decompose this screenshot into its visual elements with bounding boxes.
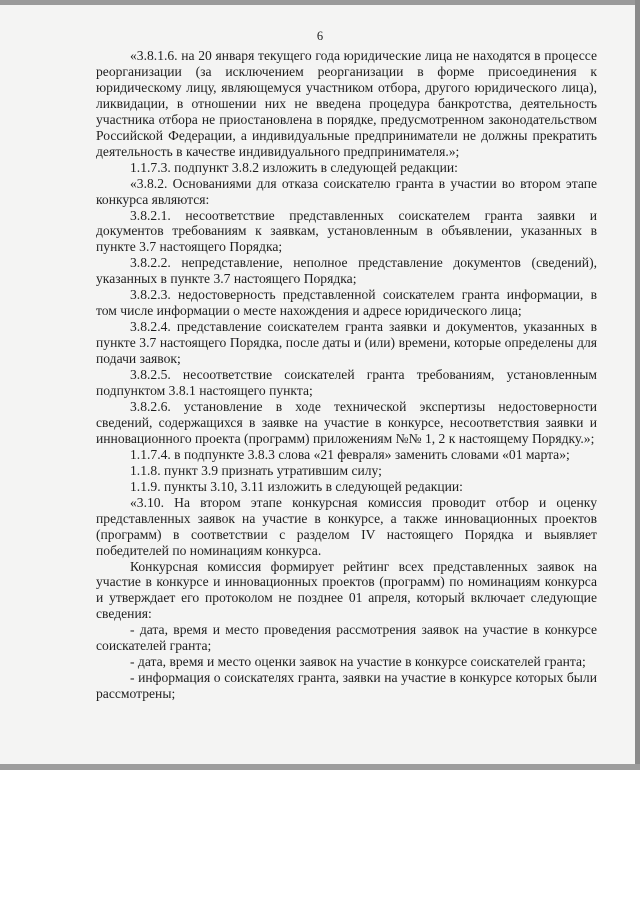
paragraph-3-8-2: «3.8.2. Основаниями для отказа соискателю гранта в участии во втором этапе конкурса являются: bbox=[96, 175, 597, 207]
scan-edge-right bbox=[635, 0, 640, 770]
paragraph-3-8-2-5: 3.8.2.5. несоответствие соискателей гранта требованиям, установленным подпунктом 3.8.1 настоящего пункта; bbox=[96, 367, 597, 399]
paragraph-rating: Конкурсная комиссия формирует рейтинг всех представленных заявок на участие в конкурсе и инновационных проектов (программ) по номинациям конкурса и утверждает его протоколом не позднее 01 апреля, который включает следующие сведения: bbox=[96, 558, 597, 622]
list-item-evaluation-date: - дата, время и место оценки заявок на участие в конкурсе соискателей гранта; bbox=[130, 654, 586, 670]
list-item-applicants-info: - информация о соискателях гранта, заявки на участие в конкурсе которых были рассмотрены; bbox=[96, 670, 597, 702]
scan-edge-top bbox=[0, 0, 640, 5]
paragraph-1-1-8: 1.1.8. пункт 3.9 признать утратившим силу; bbox=[130, 462, 382, 478]
paragraph-3-10: «3.10. На втором этапе конкурсная комиссия проводит отбор и оценку представленных заявок на участие в конкурсе, а также инновационных проектов (программ) в соответствии с разделом IV настоящего Порядка и выявляет победителей по номинациям конкурса. bbox=[96, 494, 597, 558]
paragraph-1-1-7-3: 1.1.7.3. подпункт 3.8.2 изложить в следующей редакции: bbox=[130, 159, 458, 175]
document-body bbox=[96, 48, 597, 702]
paragraph-3-8-2-6: 3.8.2.6. установление в ходе технической экспертизы недостоверности сведений, содержащихся в заявке на участие в конкурсе, несоответствия заявки и инновационного проекта (программ) приложениям №№ 1, 2 к настоящему Порядку.»; bbox=[96, 398, 597, 446]
paragraph-1-1-7-4: 1.1.7.4. в подпункте 3.8.3 слова «21 февраля» заменить словами «01 марта»; bbox=[130, 446, 570, 462]
paragraph-3-8-2-2: 3.8.2.2. непредставление, неполное представление документов (сведений), указанных в пункте 3.7 настоящего Порядка; bbox=[96, 255, 597, 287]
paragraph-3-8-1-6: «3.8.1.6. на 20 января текущего года юридические лица не находятся в процессе реорганизации (за исключением реорганизации в форме присоединения к юридическому лицу, являющемуся участником отбора, другого юридического лица), ликвидации, в отношении них не введена процедура банкротства, деятельность участника отбора не приостановлена в порядке, предусмотренном законодательством Российской Федерации, а индивидуальные предприниматели не должны прекратить деятельность в качестве индивидуального предпринимателя.»; bbox=[96, 48, 597, 159]
scan-edge-bottom bbox=[0, 764, 640, 770]
page-number: 6 bbox=[316, 29, 324, 43]
paragraph-3-8-2-3: 3.8.2.3. недостоверность представленной соискателем гранта информации, в том числе информации о месте нахождения и адресе юридического лица; bbox=[96, 287, 597, 319]
list-item-review-date: - дата, время и место проведения рассмотрения заявок на участие в конкурсе соискателей гранта; bbox=[96, 622, 597, 654]
paragraph-1-1-9: 1.1.9. пункты 3.10, 3.11 изложить в следующей редакции: bbox=[130, 478, 463, 494]
paragraph-3-8-2-1: 3.8.2.1. несоответствие представленных соискателем гранта заявки и документов требованиям к заявкам, установленным в объявлении, указанных в пункте 3.7 настоящего Порядка; bbox=[96, 207, 597, 255]
paragraph-3-8-2-4: 3.8.2.4. представление соискателем гранта заявки и документов, указанных в пункте 3.7 настоящего Порядка, после даты и (или) времени, которые определены для подачи заявок; bbox=[96, 319, 597, 367]
